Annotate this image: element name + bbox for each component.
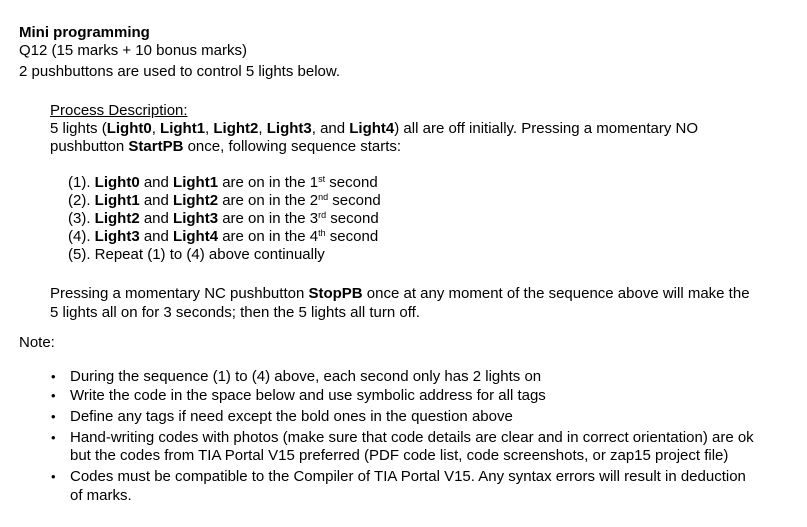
stop-paragraph-line2: 5 lights all on for 3 seconds; then the 5 lights all turn off. <box>50 304 420 321</box>
stop-paragraph-line1: Pressing a momentary NC pushbutton StopPB once at any moment of the sequence above will make the <box>50 285 750 302</box>
bullet-icon: • <box>51 369 56 384</box>
note-label: Note: <box>19 334 55 351</box>
sequence-step: (4). Light3 and Light4 are on in the 4th second <box>68 228 379 245</box>
process-paragraph-line1: 5 lights (Light0, Light1, Light2, Light3, and Light4) all are off initially. Pressing a momentary NO <box>50 120 698 137</box>
question-number: Q12 (15 marks + 10 bonus marks) <box>19 42 248 59</box>
sequence-step: (3). Light2 and Light3 are on in the 3rd second <box>68 210 379 227</box>
bullet-icon: • <box>51 469 56 484</box>
bullet-icon: • <box>51 430 56 445</box>
process-heading: Process Description: <box>50 102 188 119</box>
bullet-icon: • <box>51 388 56 403</box>
sequence-step: (2). Light1 and Light2 are on in the 2nd second <box>68 192 381 209</box>
intro-text: 2 pushbuttons are used to control 5 lights below. <box>19 63 341 80</box>
sequence-step: (1). Light0 and Light1 are on in the 1st second <box>68 174 378 191</box>
bullet-icon: • <box>51 409 56 424</box>
page-title: Mini programming <box>19 24 150 41</box>
process-paragraph-line2: pushbutton StartPB once, following sequence starts: <box>50 138 402 155</box>
sequence-step: (5). Repeat (1) to (4) above continually <box>68 246 325 263</box>
